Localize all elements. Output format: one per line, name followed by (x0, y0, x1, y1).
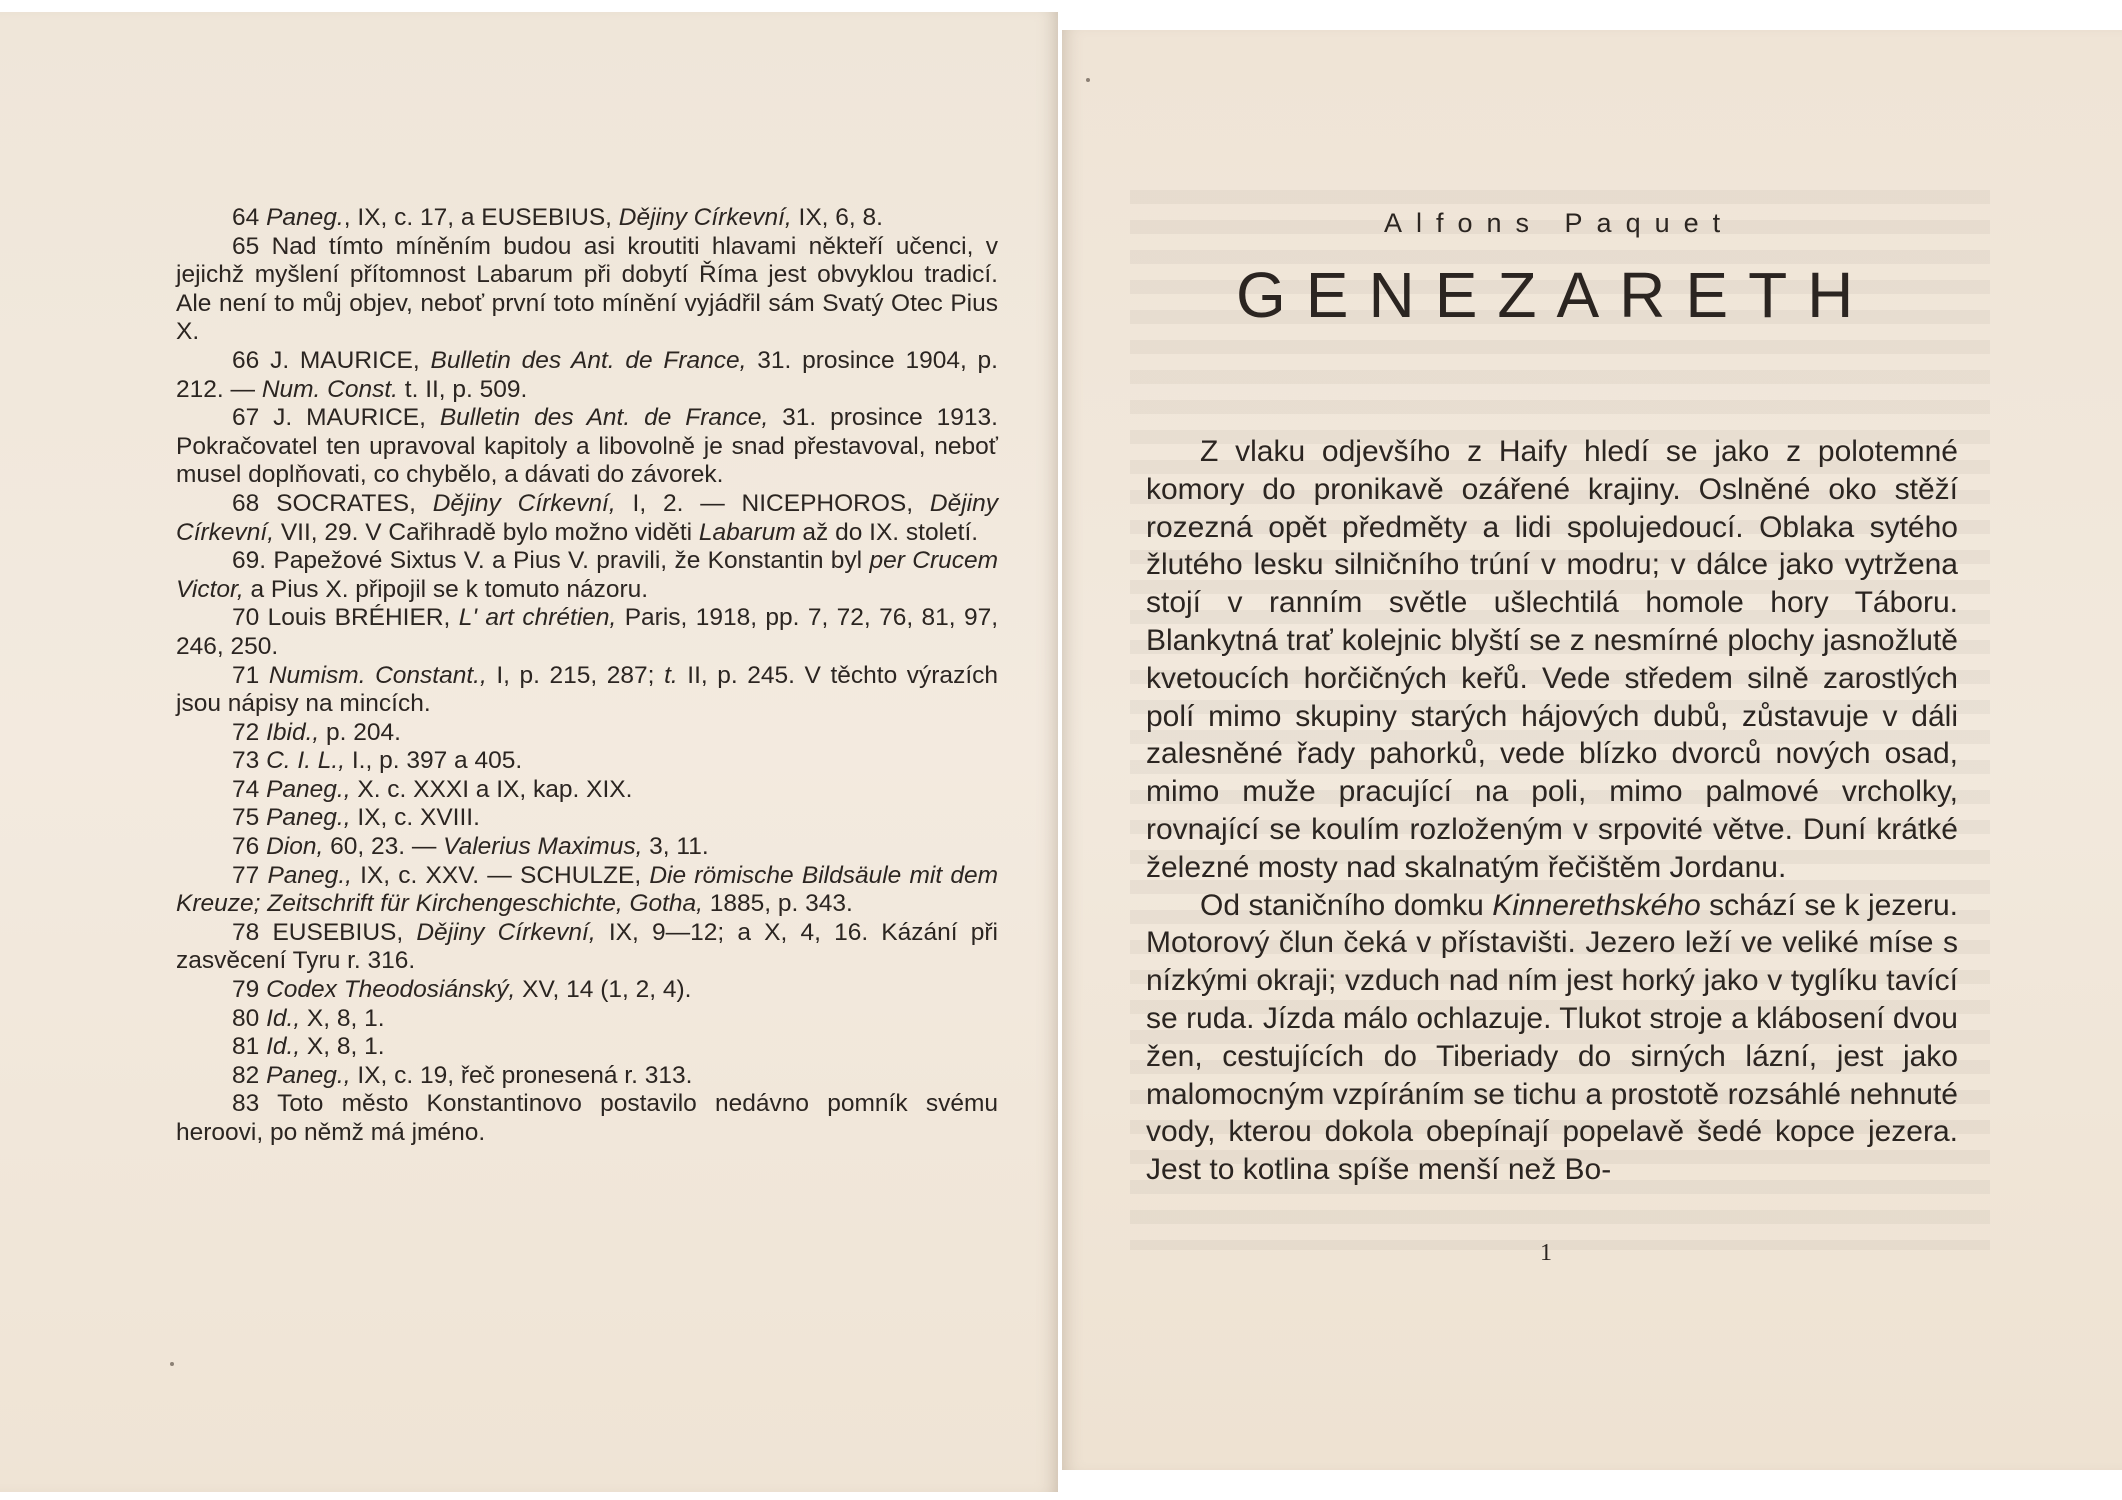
endnote (176, 233, 998, 347)
italic-text: Paneg. (266, 204, 344, 231)
endnote-number: 69. (232, 547, 267, 575)
endnote-number: 64 (232, 204, 260, 231)
endnote (176, 747, 998, 776)
endnote-number: 81 (232, 1033, 260, 1061)
endnote-number: 78 (232, 918, 260, 946)
text-run: Louis BRÉHIER, (267, 604, 459, 632)
text-run: 3, 11. (642, 833, 709, 861)
text-run: II, p. 245. V těchto výrazích jsou nápisy na mincích. (176, 661, 998, 718)
text-run: Papežové Sixtus V. a Pius V. pravili, že Konstantin byl (273, 547, 870, 575)
endnote (176, 547, 998, 604)
italic-text: Kinnerethského (1492, 888, 1701, 922)
body-paragraph (1146, 887, 1958, 1189)
text-run: SOCRATES, (276, 489, 433, 517)
italic-text: Codex Theodosiánský, (266, 976, 516, 1004)
endnote-number: 65 (232, 232, 260, 260)
text-run: 1885, p. 343. (703, 890, 853, 918)
text-run: EUSEBIUS, (272, 918, 417, 946)
text-run: J. MAURICE, (270, 346, 431, 374)
endnote (176, 1062, 998, 1091)
text-run: IX, 6, 8. (791, 204, 883, 231)
text-run: Paris, 1918, pp. 7, 72, 76, 81, 97, 246, 250. (176, 604, 999, 660)
italic-text: Bulletin des Ant. de France, (439, 404, 769, 432)
text-run: I, 2. — NICEPHOROS, (615, 489, 930, 517)
italic-text: Dějiny Církevní, (618, 204, 792, 231)
endnote (176, 719, 998, 748)
endnote (176, 833, 998, 862)
italic-text: Ibid., (266, 718, 320, 746)
endnote (176, 662, 998, 719)
italic-text: Id., (266, 1033, 301, 1061)
endnote (176, 1005, 998, 1034)
text-run: 31. prosince 1913. Pokračovatel ten upravoval kapitoly a libovolně je snad přestavoval, neboť musel doplňovati, co chybělo, a dávati do závorek. (176, 404, 998, 489)
chapter-body (1146, 433, 1958, 1189)
endnote-number: 68 (232, 489, 260, 517)
endnote-number: 76 (232, 833, 260, 861)
endnote (176, 976, 998, 1005)
endnote (176, 1033, 998, 1062)
text-run: a Pius X. připojil se k tomuto názoru. (243, 575, 649, 603)
text-run: I, p. 215, 287; (486, 661, 665, 689)
text-run: schází se k jezeru. Motorový člun čeká v přístavišti. Jezero leží ve veliké míse s nízkými okraji; vzduch nad ním jest horký jako v tyglíku tavící se ruda. Jízda málo ochlazuje. Tlukot stroje a klábosení dvou žen, cestujících do Tiberiady do sirných lázní, jest jako malomocným vzpíráním se tichu a prostotě rozsáhlé nehnuté vody, kterou dokola obepínají popelavě šedé kopce jezera. Jest to kotlina spíše menší než Bo- (1146, 888, 1958, 1187)
italic-text: C. I. L., (266, 747, 346, 775)
endnote (176, 347, 998, 404)
endnotes (176, 204, 998, 1148)
endnote (176, 776, 998, 805)
italic-text: Paneg., (266, 804, 351, 832)
italic-text: Dějiny Církevní, (416, 918, 596, 946)
italic-text: Bulletin des Ant. de France, (430, 346, 747, 374)
text-run: až do IX. století. (795, 518, 979, 546)
endnote-number: 74 (232, 775, 260, 803)
endnote-number: 79 (232, 976, 260, 1004)
text-run: Nad tímto míněním budou asi kroutiti hlavami někteří učenci, v jejichž myšlení přítomnost Labarum při dobytí Říma jest obvyklou tradicí. Ale není to můj objev, neboť první toto mínění vyjádřil sám Svatý Otec Pius X. (176, 232, 998, 346)
endnote (176, 404, 998, 490)
endnote (176, 919, 998, 976)
endnote-number: 70 (232, 604, 260, 632)
author-name: Alfons Paquet (1384, 208, 1735, 238)
endnote-number: 71 (232, 661, 260, 689)
endnote (176, 862, 998, 919)
italic-text: per Crucem Victor, (176, 547, 999, 603)
endnote (176, 604, 998, 661)
text-run: 60, 23. — (323, 833, 444, 861)
text-run: t. II, p. 509. (397, 375, 528, 403)
text-run: IX, c. XVIII. (350, 804, 480, 832)
italic-text: Numism. Constant., (268, 661, 487, 689)
print-speck (1086, 78, 1090, 82)
text-run: XV, 14 (1, 2, 4). (515, 976, 692, 1004)
endnote-number: 83 (232, 1090, 260, 1118)
chapter-title: GENEZARETH (1236, 259, 1874, 331)
text-run: IX, c. XXV. — SCHULZE, (351, 861, 650, 889)
text-run: Toto město Konstantinovo postavilo nedávno pomník svému heroovi, po němž má jméno. (176, 1090, 998, 1146)
text-run: IX, c. 19, řeč pronesená r. 313. (350, 1061, 693, 1089)
text-run: VII, 29. V Cařihradě bylo možno viděti (274, 518, 699, 546)
endnote (176, 804, 998, 833)
text-run: p. 204. (319, 718, 401, 746)
italic-text: Paneg., (266, 1061, 351, 1089)
italic-text: Valerius Maximus, (443, 833, 643, 861)
endnote-number: 66 (232, 346, 260, 374)
text-run: 31. prosince 1904, p. 212. — (176, 346, 998, 403)
italic-text: Dějiny Církevní, (432, 489, 616, 517)
endnote-number: 75 (232, 804, 260, 832)
endnote-number: 67 (232, 404, 260, 432)
italic-text: Die römische Bildsäule mit dem Kreuze; Zeitschrift für Kirchengeschichte, Gotha, (176, 861, 998, 918)
italic-text: Dějiny Církevní, (176, 489, 999, 546)
text-run: J. MAURICE, (273, 404, 440, 432)
text-run: X. c. XXXI a IX, kap. XIX. (350, 775, 633, 803)
endnote-number: 80 (232, 1004, 260, 1032)
text-run: IX, 9—12; a X, 4, 16. Kázání při zasvěcení Tyru r. 316. (176, 918, 998, 975)
endnote-number: 82 (232, 1061, 260, 1089)
text-run: Z vlaku odjevšího z Haify hledí se jako z polotemné komory do pronikavě ozářené krajiny. Oslněné oko stěží rozezná opět předměty a lidi spolujedoucí. Oblaka sytého žlutého lesku silničního trúní v modru; v dálce jako vytržena stojí v ranním světle ušlechtilá homole hory Táboru. Blankytná trať kolejnic blyští se z nesmírné plochy jasnožlutě kvetoucích horčičných keřů. Vede středem silně zarostlých polí mimo skupiny starých hájových dubů, zůstavuje v dáli zalesněné řady pahorků, vede blízko dvorců nových osad, mimo muže pracující na poli, mimo palmové vrcholky, rovnající se koulím rozloženým v srpovité větve. Duní krátké železné mosty nad skalnatým řečištěm Jordanu. (1146, 435, 1958, 884)
italic-text: t. (664, 661, 678, 689)
italic-text: Id., (266, 1004, 301, 1032)
endnote-number: 73 (232, 747, 260, 775)
italic-text: Paneg., (267, 861, 352, 889)
endnote (176, 204, 998, 233)
text-run: , IX, c. 17, a EUSEBIUS, (343, 204, 619, 231)
endnote (176, 490, 998, 547)
print-speck (170, 1362, 174, 1366)
endnote-number: 72 (232, 718, 260, 746)
text-run: Od staničního domku (1200, 888, 1493, 922)
body-paragraph (1146, 433, 1958, 887)
endnote (176, 1090, 998, 1147)
italic-text: Num. Const. (261, 375, 398, 403)
endnote-number: 77 (232, 861, 260, 889)
italic-text: Dion, (266, 833, 324, 861)
text-run: I., p. 397 a 405. (345, 747, 523, 775)
page-number: 1 (1540, 1240, 1552, 1266)
italic-text: L' art chrétien, (458, 604, 617, 632)
text-run: X, 8, 1. (300, 1004, 385, 1032)
text-run: X, 8, 1. (300, 1033, 385, 1061)
italic-text: Labarum (698, 518, 796, 546)
italic-text: Paneg., (266, 775, 351, 803)
